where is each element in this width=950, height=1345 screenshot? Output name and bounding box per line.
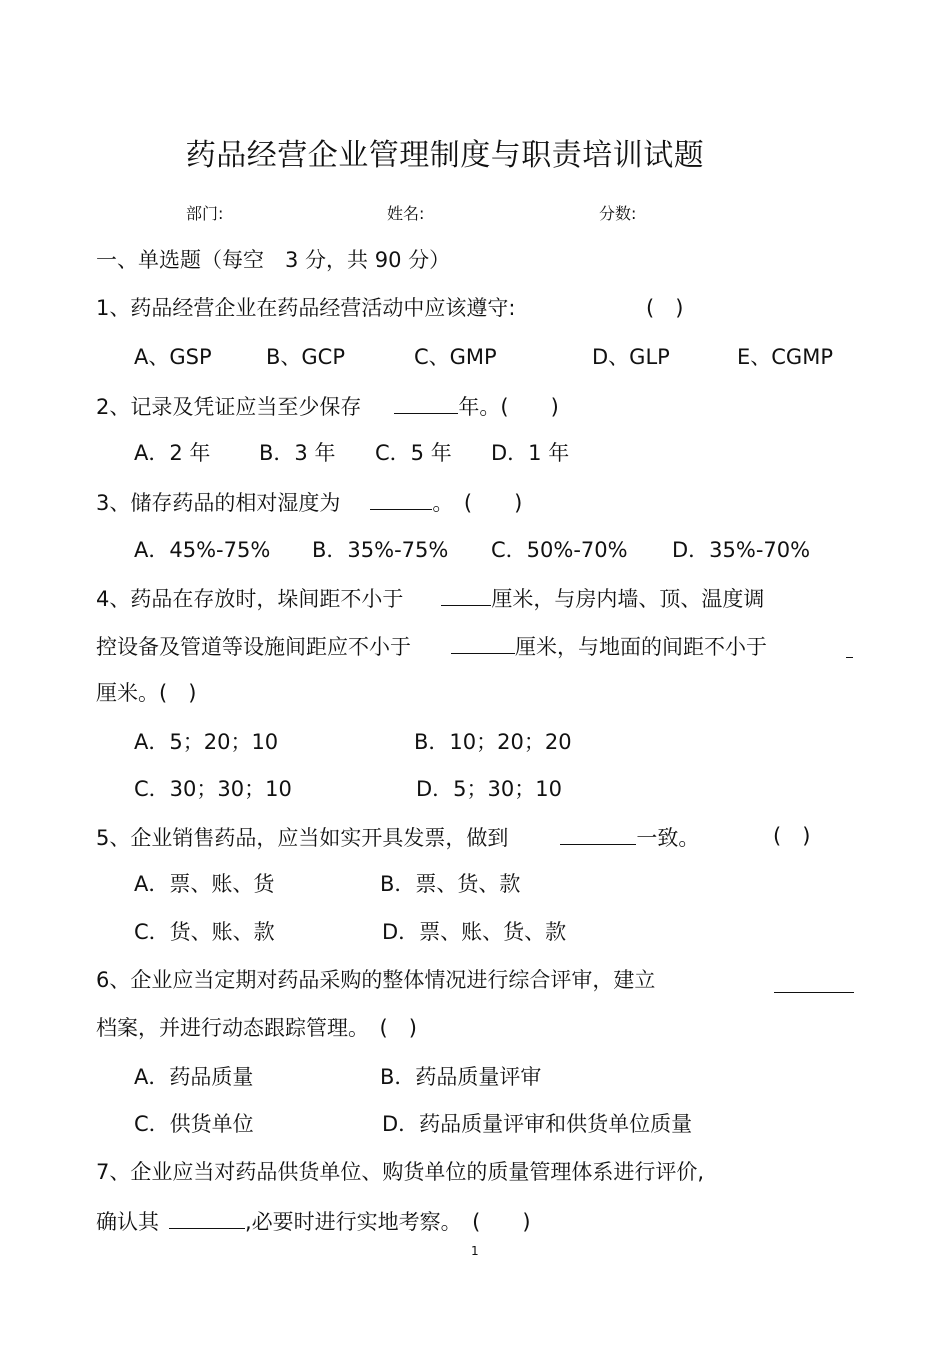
question-6-line-1: 6、企业应当定期对药品采购的整体情况进行综合评审，建立 [96, 968, 656, 992]
question-6-line-2: 档案，并进行动态跟踪管理。 ( ) [96, 1016, 417, 1040]
q5-option-c: C．货、账、款 [134, 920, 275, 944]
question-3-suffix: 。 ( ) [432, 491, 523, 515]
q2-option-c: C．5 年 [375, 441, 452, 465]
page-title: 药品经营企业管理制度与职责培训试题 [185, 138, 705, 173]
fill-blank-short [846, 657, 853, 658]
q6-option-c: C．供货单位 [134, 1112, 254, 1136]
q2-option-d: D．1 年 [491, 441, 570, 465]
question-1-answer-paren: ( ) [646, 296, 684, 320]
q6-option-d: D．药品质量评审和供货单位质量 [382, 1112, 693, 1136]
q1-option-c: C、GMP [414, 345, 497, 369]
q5-option-a: A．票、账、货 [134, 872, 275, 896]
fill-blank [169, 1206, 245, 1229]
fill-blank [774, 970, 854, 993]
question-2-text: 2、记录及凭证应当至少保存 [96, 395, 362, 419]
question-1: 1、药品经营企业在药品经营活动中应该遵守: [96, 296, 516, 320]
fill-blank [451, 631, 515, 654]
q2-option-a: A．2 年 [134, 441, 211, 465]
q3-option-c: C．50%-70% [491, 538, 628, 562]
question-2 [96, 391, 559, 421]
question-4-text-2: 控设备及管道等设施间距应不小于 [96, 635, 411, 659]
dept-label: 部门: [186, 204, 224, 223]
question-7-text: 确认其 [96, 1210, 159, 1234]
page-number: 1 [471, 1244, 479, 1258]
q4-option-b: B．10；20；20 [414, 730, 572, 754]
question-5 [96, 822, 699, 852]
name-label: 姓名: [387, 204, 425, 223]
q3-option-d: D．35%-70% [672, 538, 811, 562]
question-3-text: 3、储存药品的相对湿度为 [96, 491, 341, 515]
question-4-text: 4、药品在存放时，垛间距不小于 [96, 587, 404, 611]
score-label: 分数: [599, 204, 637, 223]
question-5-text: 5、企业销售药品，应当如实开具发票，做到 [96, 826, 509, 850]
question-5-suffix: 一致。 [636, 826, 700, 850]
q4-option-c: C．30；30；10 [134, 777, 292, 801]
q1-option-d: D、GLP [592, 345, 670, 369]
question-3 [96, 487, 522, 517]
q6-option-a: A．药品质量 [134, 1065, 254, 1089]
question-4-line-1 [96, 583, 764, 613]
q5-option-d: D．票、账、货、款 [382, 920, 567, 944]
q4-option-d: D．5；30；10 [416, 777, 562, 801]
q3-option-a: A．45%-75% [134, 538, 271, 562]
question-4-text-2-cont: 厘米，与地面的间距不小于 [515, 635, 767, 659]
q3-option-b: B．35%-75% [312, 538, 449, 562]
q5-option-b: B．票、货、款 [380, 872, 521, 896]
q4-option-a: A．5；20；10 [134, 730, 279, 754]
q6-option-b: B．药品质量评审 [380, 1065, 542, 1089]
question-7-line-2 [96, 1206, 531, 1236]
question-2-suffix: 年。( ) [458, 395, 559, 419]
question-4-text-cont: 厘米，与房内墙、顶、温度调 [491, 587, 765, 611]
fill-blank [560, 822, 636, 845]
q1-option-b: B、GCP [266, 345, 346, 369]
question-5-answer-paren: ( ) [773, 824, 811, 848]
fill-blank [394, 391, 458, 414]
q1-option-a: A、GSP [134, 345, 212, 369]
question-4-line-3: 厘米。( ) [96, 681, 197, 705]
question-7-line-1: 7、企业应当对药品供货单位、购货单位的质量管理体系进行评价, [96, 1160, 705, 1184]
q2-option-b: B．3 年 [259, 441, 336, 465]
question-4-line-2 [96, 631, 767, 661]
q1-option-e: E、CGMP [737, 345, 833, 369]
fill-blank [441, 583, 491, 606]
section-heading: 一、单选题（每空 3 分，共 90 分） [96, 248, 451, 272]
fill-blank [370, 487, 432, 510]
question-7-suffix: ,必要时进行实地考察。 ( ) [245, 1210, 531, 1234]
